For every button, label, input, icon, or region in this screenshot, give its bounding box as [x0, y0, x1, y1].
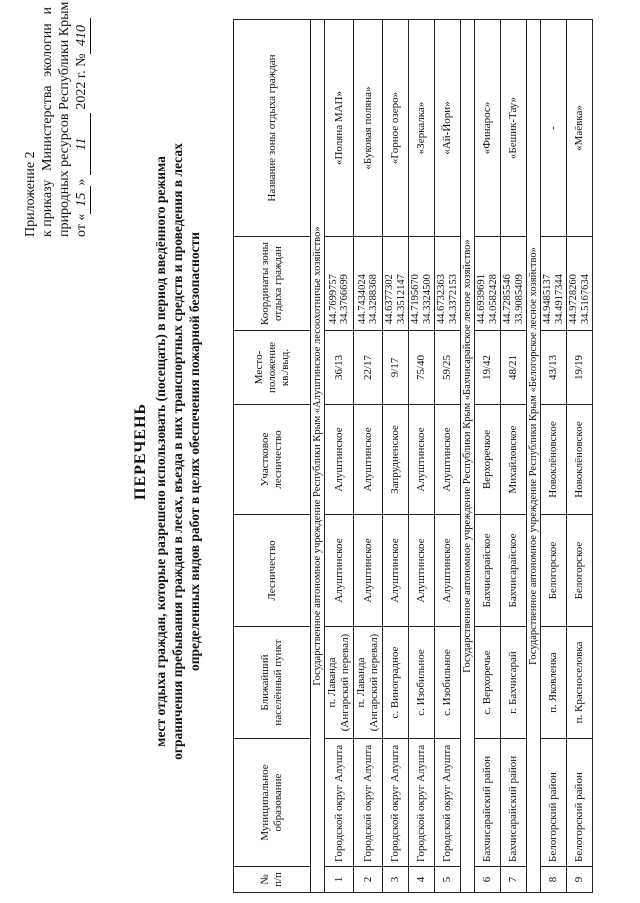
- cell-forestry: Алуштинское: [383, 515, 409, 627]
- ministry-word: Министерства: [40, 85, 55, 171]
- org-name: Государственное автономное учреждение Республики Крым «Бахчисарайское лесное хозяйство»: [461, 20, 475, 893]
- table-row: [409, 20, 435, 893]
- table-row: [325, 20, 354, 893]
- cell-num: 8: [541, 867, 567, 893]
- document-subtitle-line-2: ограничения пребывания граждан в лесах, въезда в них транспортных средств и проведения в лесах: [170, 143, 185, 760]
- coord-lon: 34.3288368: [368, 274, 379, 324]
- cell-num: 2: [354, 867, 383, 893]
- cell-location: 59/25: [435, 331, 461, 405]
- cell-coords: [475, 237, 501, 331]
- cell-settlement: п. Лаванда (Ангарский перевал): [325, 627, 354, 739]
- cell-forestry: Белогорское: [541, 515, 567, 627]
- coord-lat: 44.7195670: [410, 274, 421, 324]
- header-municipality: Муниципальное образование: [234, 739, 311, 867]
- cell-forestry: Бахчисарайское: [501, 515, 527, 627]
- cell-location: 19/42: [475, 331, 501, 405]
- appendix-header: [22, 1, 91, 237]
- cell-num: 6: [475, 867, 501, 893]
- cell-zone: «Бешик-Тау»: [501, 20, 527, 237]
- cell-forestry: Алуштинское: [409, 515, 435, 627]
- document-title-block: [132, 0, 203, 903]
- cell-municipality: Городской округ Алушта: [325, 739, 354, 867]
- table-row: [541, 20, 567, 893]
- cell-municipality: Городской округ Алушта: [409, 739, 435, 867]
- table-row: [567, 20, 593, 893]
- recreation-zones-table: [233, 19, 593, 893]
- cell-forestry: Алуштинское: [354, 515, 383, 627]
- cell-municipality: Бахчисарайский район: [501, 739, 527, 867]
- cell-municipality: Белогорский район: [567, 739, 593, 867]
- handwritten-number: 410: [73, 18, 91, 54]
- cell-forestry: Алуштинское: [435, 515, 461, 627]
- cell-location: 19/19: [567, 331, 593, 405]
- cell-zone: «Ай-Йори»: [435, 20, 461, 237]
- coord-lon: 34.3512147: [395, 274, 407, 324]
- coord-lon: 34.0582428: [487, 274, 499, 324]
- date-quote: »: [74, 178, 89, 186]
- cell-coords: [409, 237, 435, 331]
- coord-lon: 33.9085409: [513, 274, 525, 324]
- cell-location: 36/13: [325, 331, 354, 405]
- cell-zone: «Буковая поляна»: [354, 20, 383, 237]
- cell-coords: [567, 237, 593, 331]
- table-row: [354, 20, 383, 893]
- coord-lon: 34.4917344: [553, 274, 565, 324]
- coord-lon: 34.3324500: [421, 274, 433, 324]
- coord-lon: 34.5167634: [579, 274, 591, 324]
- cell-settlement: г. Бахчисарай: [501, 627, 527, 739]
- cell-coords: [383, 237, 409, 331]
- cell-municipality: Городской округ Алушта: [435, 739, 461, 867]
- cell-zone: «Маёвка»: [567, 20, 593, 237]
- cell-municipality: Бахчисарайский район: [475, 739, 501, 867]
- cell-zone: «Поляна МАП»: [325, 20, 354, 237]
- cell-settlement: с. Изобильное: [409, 627, 435, 739]
- cell-municipality: Белогорский район: [541, 739, 567, 867]
- cell-district: Верхоречкое: [475, 405, 501, 515]
- cell-district: Алуштинское: [325, 405, 354, 515]
- cell-district: Михайловское: [501, 405, 527, 515]
- appendix-title: Приложение 2: [23, 151, 38, 237]
- cell-municipality: Городской округ Алушта: [354, 739, 383, 867]
- cell-settlement: п. Яковленка: [541, 627, 567, 739]
- coord-lat: 44.6732363: [436, 274, 447, 324]
- cell-forestry: Бахчисарайское: [475, 515, 501, 627]
- org-row: [311, 20, 325, 893]
- ministry-name: природных ресурсов Республики Крым: [57, 1, 72, 237]
- cell-location: 43/13: [541, 331, 567, 405]
- cell-settlement: п. Лаванда (Ангарский перевал): [354, 627, 383, 739]
- org-row: [461, 20, 475, 893]
- handwritten-month: 11: [73, 113, 91, 175]
- header-district: Участковое лесничество: [234, 405, 311, 515]
- cell-num: 5: [435, 867, 461, 893]
- table-row: [475, 20, 501, 893]
- coord-lat: 44.7434024: [356, 274, 368, 324]
- cell-coords: [325, 237, 354, 331]
- document-subtitle-line-3: определенных видов работ в целях обеспечения пожарной безопасности: [187, 231, 202, 672]
- date-year: 2022 г.: [74, 70, 89, 110]
- cell-num: 3: [383, 867, 409, 893]
- coord-lat: 44.6939691: [476, 274, 487, 324]
- cell-location: 22/17: [354, 331, 383, 405]
- cell-settlement: п. Красноселовка: [567, 627, 593, 739]
- cell-num: 9: [567, 867, 593, 893]
- cell-forestry: Белогорское: [567, 515, 593, 627]
- table-header-row: [234, 20, 311, 893]
- order-date-line: [73, 7, 91, 237]
- cell-num: 7: [501, 867, 527, 893]
- coord-lat: 44.9485137: [542, 274, 553, 324]
- cell-district: Алуштинское: [409, 405, 435, 515]
- cell-district: Запрудненское: [383, 405, 409, 515]
- cell-forestry: Алуштинское: [325, 515, 354, 627]
- coord-lat: 44.7699757: [327, 274, 339, 324]
- table-row: [501, 20, 527, 893]
- cell-settlement: с. Виноградное: [383, 627, 409, 739]
- document-subtitle-line-1: мест отдыха граждан, которые разрешено использовать (посещать) в период введённого режима: [153, 156, 168, 747]
- cell-zone: «Горное озеро»: [383, 20, 409, 237]
- cell-settlement: с. Изобильное: [435, 627, 461, 739]
- header-settlement: Ближайший населённый пункт: [234, 627, 311, 739]
- org-name: Государственное автономное учреждение Республики Крым «Белогорское лесное хозяйство»: [527, 20, 541, 893]
- coord-lat: 44.7285546: [502, 274, 513, 324]
- header-coords: Координаты зоны отдыха граждан: [234, 237, 311, 331]
- cell-district: Алуштинское: [354, 405, 383, 515]
- org-row: [527, 20, 541, 893]
- header-num: № п/п: [234, 867, 311, 893]
- coord-lat: 44.6377302: [384, 274, 395, 324]
- cell-coords: [501, 237, 527, 331]
- document-title: ПЕРЕЧЕНЬ: [132, 403, 149, 500]
- cell-coords: [541, 237, 567, 331]
- cell-coords: [354, 237, 383, 331]
- table-row: [383, 20, 409, 893]
- cell-num: 1: [325, 867, 354, 893]
- number-sign: №: [74, 53, 89, 67]
- cell-zone: «Зеркалка»: [409, 20, 435, 237]
- cell-zone: -: [541, 20, 567, 237]
- cell-district: Новоклёновское: [541, 405, 567, 515]
- org-name: Государственное автономное учреждение Республики Крым «Алуштинское лесоохотничье хозяйство»: [311, 20, 325, 893]
- cell-coords: [435, 237, 461, 331]
- cell-settlement: с. Верхоречье: [475, 627, 501, 739]
- coord-lon: 34.3372153: [447, 274, 459, 324]
- header-location: Место-положение кв./выд.: [234, 331, 311, 405]
- header-forestry: Лесничество: [234, 515, 311, 627]
- order-ref-text: к приказу: [40, 179, 55, 237]
- conjunction-word: и: [40, 7, 55, 15]
- cell-location: 9/17: [383, 331, 409, 405]
- cell-district: Новоклёновское: [567, 405, 593, 515]
- ecology-word: экологии: [40, 23, 55, 77]
- header-zone: Название зоны отдыха граждан: [234, 20, 311, 237]
- appendix-order-line: [39, 7, 56, 237]
- cell-location: 48/21: [501, 331, 527, 405]
- handwritten-day: 15: [73, 186, 91, 214]
- cell-zone: «Финарос»: [475, 20, 501, 237]
- date-prefix: от «: [74, 213, 89, 237]
- cell-location: 75/40: [409, 331, 435, 405]
- table-row: [435, 20, 461, 893]
- cell-num: 4: [409, 867, 435, 893]
- coord-lat: 44.9728260: [568, 274, 579, 324]
- cell-district: Алуштинское: [435, 405, 461, 515]
- coord-lon: 34.3766699: [339, 274, 350, 324]
- cell-municipality: Городской округ Алушта: [383, 739, 409, 867]
